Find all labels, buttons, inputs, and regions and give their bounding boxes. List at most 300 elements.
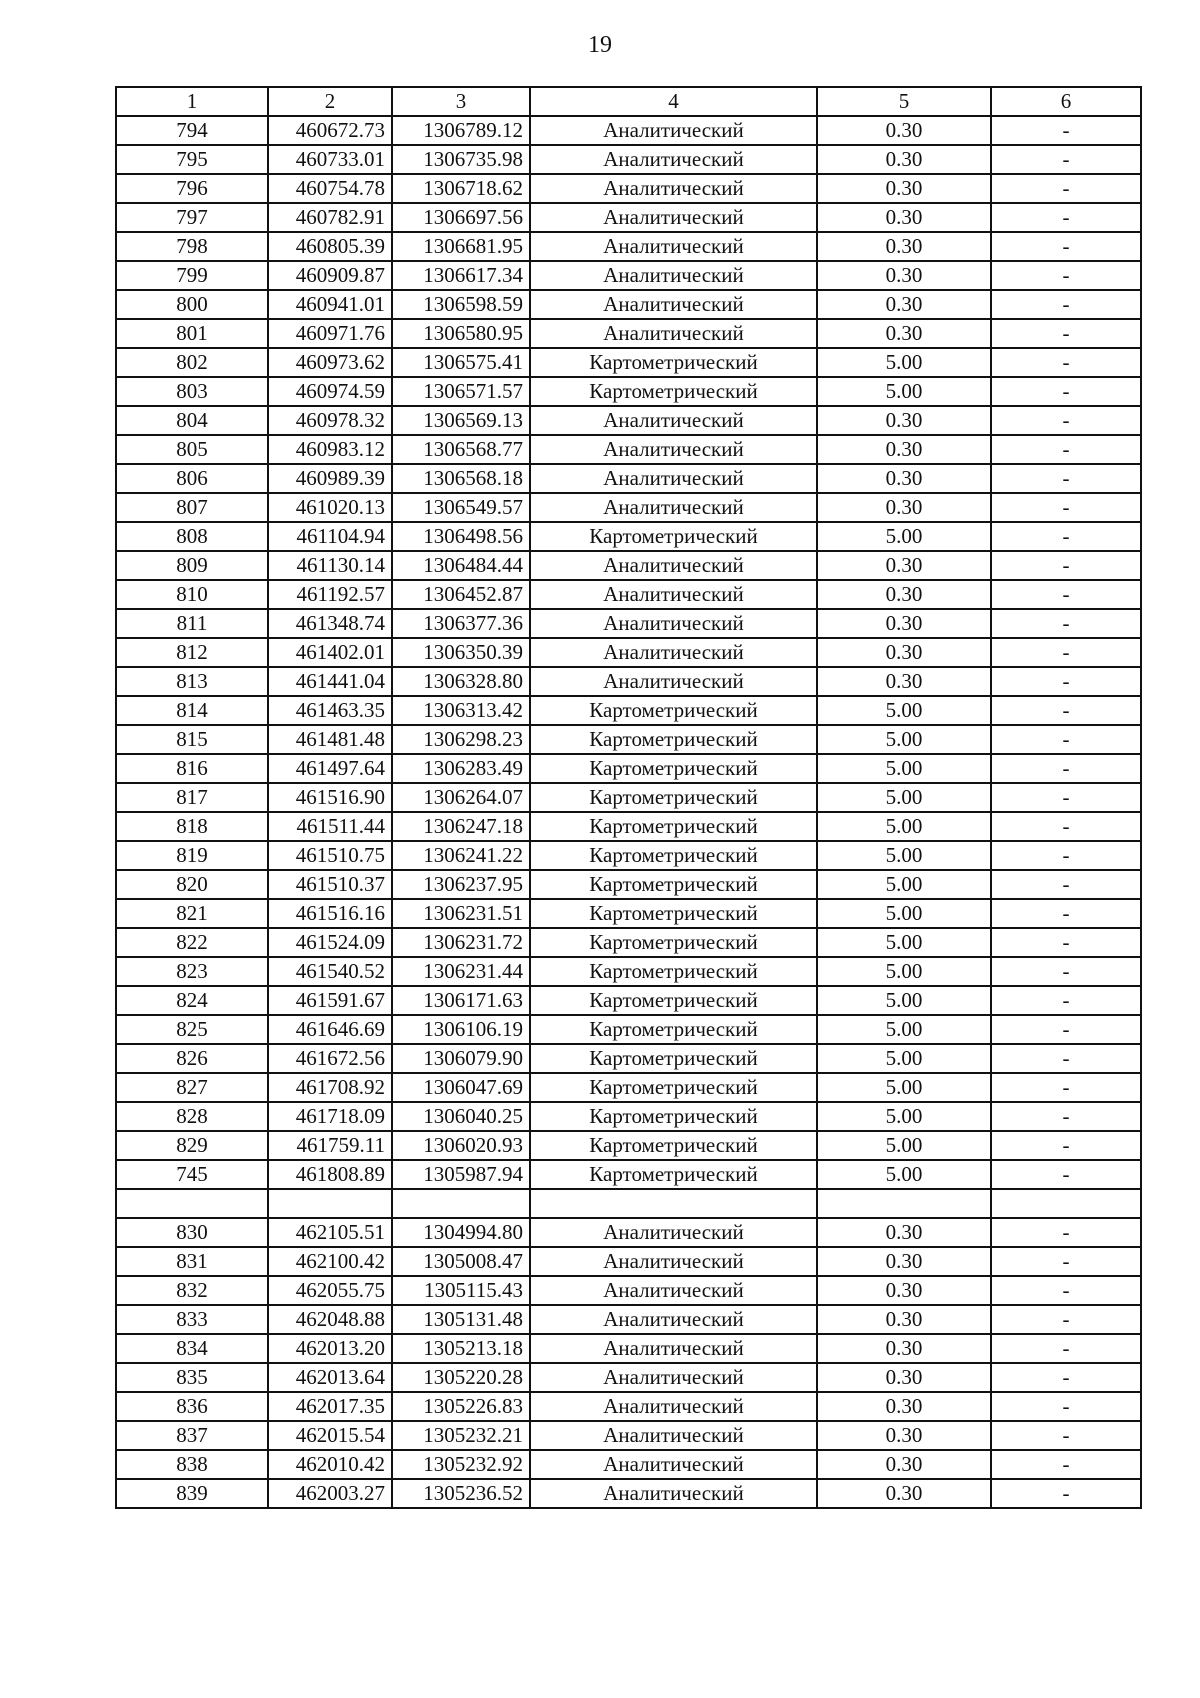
cell-point-number: 827 — [116, 1073, 268, 1102]
cell-note: - — [991, 1479, 1141, 1508]
cell-point-number: 799 — [116, 261, 268, 290]
cell-point-number: 797 — [116, 203, 268, 232]
cell-accuracy: 5.00 — [817, 841, 991, 870]
cell-accuracy: 0.30 — [817, 406, 991, 435]
cell-note: - — [991, 551, 1141, 580]
cell-coord-y: 1306735.98 — [392, 145, 530, 174]
table-row — [116, 377, 1141, 406]
cell-coord-x: 461540.52 — [268, 957, 392, 986]
cell-note: - — [991, 1247, 1141, 1276]
cell-note: - — [991, 725, 1141, 754]
table-body — [116, 116, 1141, 1508]
cell-note: - — [991, 1276, 1141, 1305]
cell-accuracy: 0.30 — [817, 1276, 991, 1305]
table-row — [116, 1160, 1141, 1189]
table-row — [116, 725, 1141, 754]
cell-coord-x: 461510.75 — [268, 841, 392, 870]
cell-coord-y: 1306040.25 — [392, 1102, 530, 1131]
cell-coord-y: 1306580.95 — [392, 319, 530, 348]
cell-method: Картометрический — [530, 725, 817, 754]
cell-coord-y: 1306241.22 — [392, 841, 530, 870]
cell-note: - — [991, 493, 1141, 522]
cell-accuracy: 0.30 — [817, 1218, 991, 1247]
cell-accuracy: 5.00 — [817, 522, 991, 551]
table-row — [116, 1247, 1141, 1276]
cell-point-number: 813 — [116, 667, 268, 696]
cell-coord-y: 1305131.48 — [392, 1305, 530, 1334]
cell-coord-x: 460733.01 — [268, 145, 392, 174]
cell-point-number: 807 — [116, 493, 268, 522]
cell-coord-y: 1306047.69 — [392, 1073, 530, 1102]
cell-coord-y: 1304994.80 — [392, 1218, 530, 1247]
cell-note: - — [991, 1102, 1141, 1131]
cell-method: Картометрический — [530, 986, 817, 1015]
cell-coord-x — [268, 1189, 392, 1218]
cell-coord-y: 1306313.42 — [392, 696, 530, 725]
cell-accuracy: 5.00 — [817, 899, 991, 928]
cell-coord-x: 461672.56 — [268, 1044, 392, 1073]
cell-note: - — [991, 870, 1141, 899]
table-header — [116, 87, 1141, 116]
cell-accuracy: 0.30 — [817, 580, 991, 609]
cell-coord-y: 1306681.95 — [392, 232, 530, 261]
cell-method: Картометрический — [530, 1044, 817, 1073]
cell-note: - — [991, 1131, 1141, 1160]
cell-accuracy: 5.00 — [817, 1044, 991, 1073]
table-row — [116, 1102, 1141, 1131]
cell-method: Аналитический — [530, 261, 817, 290]
cell-note: - — [991, 1160, 1141, 1189]
table-row — [116, 1450, 1141, 1479]
cell-note: - — [991, 1305, 1141, 1334]
cell-point-number: 833 — [116, 1305, 268, 1334]
cell-note: - — [991, 812, 1141, 841]
cell-accuracy: 0.30 — [817, 1392, 991, 1421]
cell-method: Аналитический — [530, 551, 817, 580]
table-row — [116, 1218, 1141, 1247]
cell-coord-x: 460754.78 — [268, 174, 392, 203]
table-row — [116, 696, 1141, 725]
header-col-4: 4 — [530, 87, 817, 116]
cell-coord-x: 462003.27 — [268, 1479, 392, 1508]
cell-coord-x: 461441.04 — [268, 667, 392, 696]
cell-coord-x: 462013.20 — [268, 1334, 392, 1363]
cell-accuracy: 5.00 — [817, 1102, 991, 1131]
cell-accuracy: 5.00 — [817, 928, 991, 957]
cell-note: - — [991, 435, 1141, 464]
cell-coord-y: 1306568.18 — [392, 464, 530, 493]
cell-method: Аналитический — [530, 174, 817, 203]
cell-coord-y: 1306571.57 — [392, 377, 530, 406]
table-row — [116, 1479, 1141, 1508]
cell-method: Картометрический — [530, 696, 817, 725]
cell-method: Аналитический — [530, 464, 817, 493]
cell-accuracy: 0.30 — [817, 1247, 991, 1276]
cell-method — [530, 1189, 817, 1218]
cell-coord-x: 461481.48 — [268, 725, 392, 754]
table-row — [116, 261, 1141, 290]
cell-note: - — [991, 1363, 1141, 1392]
cell-point-number: 819 — [116, 841, 268, 870]
cell-note: - — [991, 1073, 1141, 1102]
cell-coord-y: 1306498.56 — [392, 522, 530, 551]
cell-point-number: 796 — [116, 174, 268, 203]
cell-accuracy: 5.00 — [817, 1073, 991, 1102]
cell-coord-y: 1305008.47 — [392, 1247, 530, 1276]
cell-point-number: 811 — [116, 609, 268, 638]
cell-note: - — [991, 609, 1141, 638]
table-row — [116, 1073, 1141, 1102]
cell-accuracy: 0.30 — [817, 1305, 991, 1334]
cell-coord-y: 1305987.94 — [392, 1160, 530, 1189]
cell-coord-y: 1305220.28 — [392, 1363, 530, 1392]
cell-method: Аналитический — [530, 1479, 817, 1508]
cell-coord-x: 462105.51 — [268, 1218, 392, 1247]
cell-method: Картометрический — [530, 1131, 817, 1160]
cell-coord-x: 460973.62 — [268, 348, 392, 377]
header-col-5: 5 — [817, 87, 991, 116]
cell-point-number: 812 — [116, 638, 268, 667]
cell-coord-x: 461402.01 — [268, 638, 392, 667]
cell-coord-y: 1306598.59 — [392, 290, 530, 319]
cell-method: Аналитический — [530, 319, 817, 348]
cell-point-number — [116, 1189, 268, 1218]
cell-coord-x: 462100.42 — [268, 1247, 392, 1276]
cell-coord-y: 1306484.44 — [392, 551, 530, 580]
cell-accuracy: 5.00 — [817, 812, 991, 841]
cell-coord-y: 1306171.63 — [392, 986, 530, 1015]
cell-coord-y: 1306718.62 — [392, 174, 530, 203]
cell-point-number: 818 — [116, 812, 268, 841]
table-row — [116, 609, 1141, 638]
cell-coord-x: 461708.92 — [268, 1073, 392, 1102]
cell-accuracy: 5.00 — [817, 725, 991, 754]
cell-method: Картометрический — [530, 1073, 817, 1102]
table-row — [116, 464, 1141, 493]
cell-coord-x: 461020.13 — [268, 493, 392, 522]
cell-point-number: 821 — [116, 899, 268, 928]
table-row — [116, 290, 1141, 319]
cell-note: - — [991, 783, 1141, 812]
cell-coord-y — [392, 1189, 530, 1218]
table-row — [116, 783, 1141, 812]
cell-coord-x: 461104.94 — [268, 522, 392, 551]
cell-coord-x: 460909.87 — [268, 261, 392, 290]
cell-accuracy: 5.00 — [817, 783, 991, 812]
cell-note: - — [991, 754, 1141, 783]
cell-coord-y: 1305236.52 — [392, 1479, 530, 1508]
cell-accuracy: 0.30 — [817, 174, 991, 203]
cell-coord-x: 461516.90 — [268, 783, 392, 812]
cell-accuracy: 5.00 — [817, 1015, 991, 1044]
cell-coord-x: 460971.76 — [268, 319, 392, 348]
cell-method: Картометрический — [530, 1015, 817, 1044]
table-row — [116, 522, 1141, 551]
cell-coord-x: 460974.59 — [268, 377, 392, 406]
cell-accuracy: 5.00 — [817, 870, 991, 899]
cell-coord-x: 460983.12 — [268, 435, 392, 464]
cell-note: - — [991, 928, 1141, 957]
cell-coord-x: 462013.64 — [268, 1363, 392, 1392]
cell-accuracy: 0.30 — [817, 1421, 991, 1450]
cell-coord-x: 461348.74 — [268, 609, 392, 638]
cell-coord-x: 462010.42 — [268, 1450, 392, 1479]
table-row — [116, 1305, 1141, 1334]
cell-method: Аналитический — [530, 1247, 817, 1276]
cell-coord-y: 1306697.56 — [392, 203, 530, 232]
cell-coord-y: 1305226.83 — [392, 1392, 530, 1421]
cell-accuracy: 0.30 — [817, 1450, 991, 1479]
cell-point-number: 838 — [116, 1450, 268, 1479]
cell-coord-x: 461516.16 — [268, 899, 392, 928]
cell-point-number: 831 — [116, 1247, 268, 1276]
cell-note: - — [991, 638, 1141, 667]
cell-coord-x: 462017.35 — [268, 1392, 392, 1421]
cell-accuracy: 0.30 — [817, 464, 991, 493]
cell-accuracy: 0.30 — [817, 203, 991, 232]
cell-method: Аналитический — [530, 667, 817, 696]
cell-coord-y: 1306350.39 — [392, 638, 530, 667]
cell-accuracy: 0.30 — [817, 232, 991, 261]
cell-accuracy: 0.30 — [817, 493, 991, 522]
table-row — [116, 1044, 1141, 1073]
table-row — [116, 406, 1141, 435]
coordinates-table — [115, 86, 1142, 1509]
cell-accuracy: 0.30 — [817, 1334, 991, 1363]
cell-coord-y: 1306549.57 — [392, 493, 530, 522]
table-row — [116, 435, 1141, 464]
cell-note: - — [991, 1421, 1141, 1450]
table-row — [116, 928, 1141, 957]
cell-coord-x: 461808.89 — [268, 1160, 392, 1189]
cell-coord-y: 1305213.18 — [392, 1334, 530, 1363]
cell-note: - — [991, 1044, 1141, 1073]
cell-point-number: 835 — [116, 1363, 268, 1392]
cell-accuracy: 0.30 — [817, 667, 991, 696]
cell-coord-y: 1306079.90 — [392, 1044, 530, 1073]
cell-accuracy: 0.30 — [817, 290, 991, 319]
cell-accuracy: 5.00 — [817, 957, 991, 986]
header-row — [116, 87, 1141, 116]
cell-method: Аналитический — [530, 493, 817, 522]
cell-point-number: 825 — [116, 1015, 268, 1044]
cell-note: - — [991, 899, 1141, 928]
header-col-2: 2 — [268, 87, 392, 116]
cell-note: - — [991, 145, 1141, 174]
cell-point-number: 829 — [116, 1131, 268, 1160]
cell-coord-x: 461591.67 — [268, 986, 392, 1015]
cell-point-number: 801 — [116, 319, 268, 348]
cell-method: Картометрический — [530, 870, 817, 899]
cell-accuracy: 0.30 — [817, 609, 991, 638]
cell-method: Картометрический — [530, 841, 817, 870]
cell-method: Аналитический — [530, 1392, 817, 1421]
cell-coord-y: 1306328.80 — [392, 667, 530, 696]
cell-coord-y: 1306237.95 — [392, 870, 530, 899]
cell-point-number: 839 — [116, 1479, 268, 1508]
cell-method: Аналитический — [530, 1363, 817, 1392]
cell-coord-y: 1306283.49 — [392, 754, 530, 783]
cell-note — [991, 1189, 1141, 1218]
cell-coord-x: 461510.37 — [268, 870, 392, 899]
cell-point-number: 795 — [116, 145, 268, 174]
cell-point-number: 745 — [116, 1160, 268, 1189]
cell-note: - — [991, 1392, 1141, 1421]
cell-note: - — [991, 116, 1141, 145]
cell-method: Аналитический — [530, 638, 817, 667]
cell-coord-x: 460941.01 — [268, 290, 392, 319]
table-row — [116, 1363, 1141, 1392]
cell-method: Аналитический — [530, 1276, 817, 1305]
cell-point-number: 837 — [116, 1421, 268, 1450]
cell-coord-x: 461718.09 — [268, 1102, 392, 1131]
cell-coord-y: 1306106.19 — [392, 1015, 530, 1044]
table-row — [116, 1334, 1141, 1363]
cell-method: Аналитический — [530, 203, 817, 232]
cell-accuracy: 0.30 — [817, 1479, 991, 1508]
cell-accuracy: 0.30 — [817, 551, 991, 580]
cell-method: Аналитический — [530, 1305, 817, 1334]
cell-coord-y: 1306617.34 — [392, 261, 530, 290]
cell-method: Картометрический — [530, 957, 817, 986]
cell-method: Аналитический — [530, 232, 817, 261]
cell-point-number: 814 — [116, 696, 268, 725]
cell-coord-x: 461497.64 — [268, 754, 392, 783]
cell-point-number: 830 — [116, 1218, 268, 1247]
cell-point-number: 817 — [116, 783, 268, 812]
cell-coord-x: 461759.11 — [268, 1131, 392, 1160]
cell-point-number: 820 — [116, 870, 268, 899]
cell-note: - — [991, 232, 1141, 261]
cell-note: - — [991, 1334, 1141, 1363]
table-row — [116, 580, 1141, 609]
cell-note: - — [991, 580, 1141, 609]
header-col-6: 6 — [991, 87, 1141, 116]
cell-point-number: 836 — [116, 1392, 268, 1421]
cell-point-number: 826 — [116, 1044, 268, 1073]
cell-coord-y: 1305232.21 — [392, 1421, 530, 1450]
cell-note: - — [991, 1015, 1141, 1044]
cell-coord-y: 1306298.23 — [392, 725, 530, 754]
cell-note: - — [991, 348, 1141, 377]
cell-note: - — [991, 203, 1141, 232]
table-row — [116, 348, 1141, 377]
cell-coord-y: 1306231.51 — [392, 899, 530, 928]
cell-method: Картометрический — [530, 1160, 817, 1189]
cell-note: - — [991, 1450, 1141, 1479]
table-row — [116, 986, 1141, 1015]
table-row — [116, 841, 1141, 870]
cell-point-number: 815 — [116, 725, 268, 754]
cell-coord-x: 461511.44 — [268, 812, 392, 841]
cell-note: - — [991, 522, 1141, 551]
table-row — [116, 812, 1141, 841]
cell-note: - — [991, 464, 1141, 493]
cell-method: Аналитический — [530, 1334, 817, 1363]
cell-method: Картометрический — [530, 348, 817, 377]
page-number: 19 — [588, 32, 612, 58]
cell-method: Аналитический — [530, 435, 817, 464]
cell-method: Аналитический — [530, 290, 817, 319]
cell-note: - — [991, 377, 1141, 406]
cell-method: Аналитический — [530, 1421, 817, 1450]
cell-coord-y: 1306568.77 — [392, 435, 530, 464]
cell-method: Картометрический — [530, 928, 817, 957]
cell-coord-y: 1306264.07 — [392, 783, 530, 812]
cell-point-number: 834 — [116, 1334, 268, 1363]
cell-accuracy: 0.30 — [817, 145, 991, 174]
cell-coord-x: 460805.39 — [268, 232, 392, 261]
cell-note: - — [991, 261, 1141, 290]
cell-coord-y: 1306452.87 — [392, 580, 530, 609]
table-row — [116, 1276, 1141, 1305]
cell-point-number: 828 — [116, 1102, 268, 1131]
table-row — [116, 1189, 1141, 1218]
cell-coord-x: 461192.57 — [268, 580, 392, 609]
table-row — [116, 754, 1141, 783]
cell-point-number: 832 — [116, 1276, 268, 1305]
cell-coord-y: 1306231.44 — [392, 957, 530, 986]
cell-method: Аналитический — [530, 145, 817, 174]
table-row — [116, 145, 1141, 174]
cell-accuracy: 0.30 — [817, 261, 991, 290]
cell-method: Аналитический — [530, 1450, 817, 1479]
table-row — [116, 957, 1141, 986]
cell-coord-y: 1306231.72 — [392, 928, 530, 957]
cell-method: Аналитический — [530, 406, 817, 435]
cell-method: Картометрический — [530, 522, 817, 551]
cell-coord-y: 1305232.92 — [392, 1450, 530, 1479]
cell-method: Картометрический — [530, 754, 817, 783]
cell-point-number: 804 — [116, 406, 268, 435]
cell-point-number: 823 — [116, 957, 268, 986]
cell-note: - — [991, 406, 1141, 435]
cell-point-number: 808 — [116, 522, 268, 551]
cell-point-number: 805 — [116, 435, 268, 464]
header-col-1: 1 — [116, 87, 268, 116]
cell-point-number: 809 — [116, 551, 268, 580]
cell-accuracy: 5.00 — [817, 696, 991, 725]
cell-method: Аналитический — [530, 116, 817, 145]
cell-coord-x: 462055.75 — [268, 1276, 392, 1305]
cell-point-number: 810 — [116, 580, 268, 609]
cell-coord-x: 462048.88 — [268, 1305, 392, 1334]
cell-accuracy: 5.00 — [817, 986, 991, 1015]
cell-accuracy: 0.30 — [817, 435, 991, 464]
cell-note: - — [991, 319, 1141, 348]
cell-accuracy: 0.30 — [817, 1363, 991, 1392]
table-row — [116, 116, 1141, 145]
cell-point-number: 824 — [116, 986, 268, 1015]
cell-note: - — [991, 667, 1141, 696]
cell-accuracy: 0.30 — [817, 638, 991, 667]
cell-accuracy: 0.30 — [817, 319, 991, 348]
cell-point-number: 803 — [116, 377, 268, 406]
cell-point-number: 798 — [116, 232, 268, 261]
cell-coord-x: 460672.73 — [268, 116, 392, 145]
cell-coord-y: 1306789.12 — [392, 116, 530, 145]
cell-coord-x: 462015.54 — [268, 1421, 392, 1450]
table-row — [116, 1131, 1141, 1160]
cell-note: - — [991, 696, 1141, 725]
cell-coord-y: 1306020.93 — [392, 1131, 530, 1160]
cell-method: Картометрический — [530, 1102, 817, 1131]
table-row — [116, 899, 1141, 928]
cell-accuracy: 5.00 — [817, 377, 991, 406]
table-row — [116, 1392, 1141, 1421]
table-row — [116, 174, 1141, 203]
cell-coord-x: 460782.91 — [268, 203, 392, 232]
